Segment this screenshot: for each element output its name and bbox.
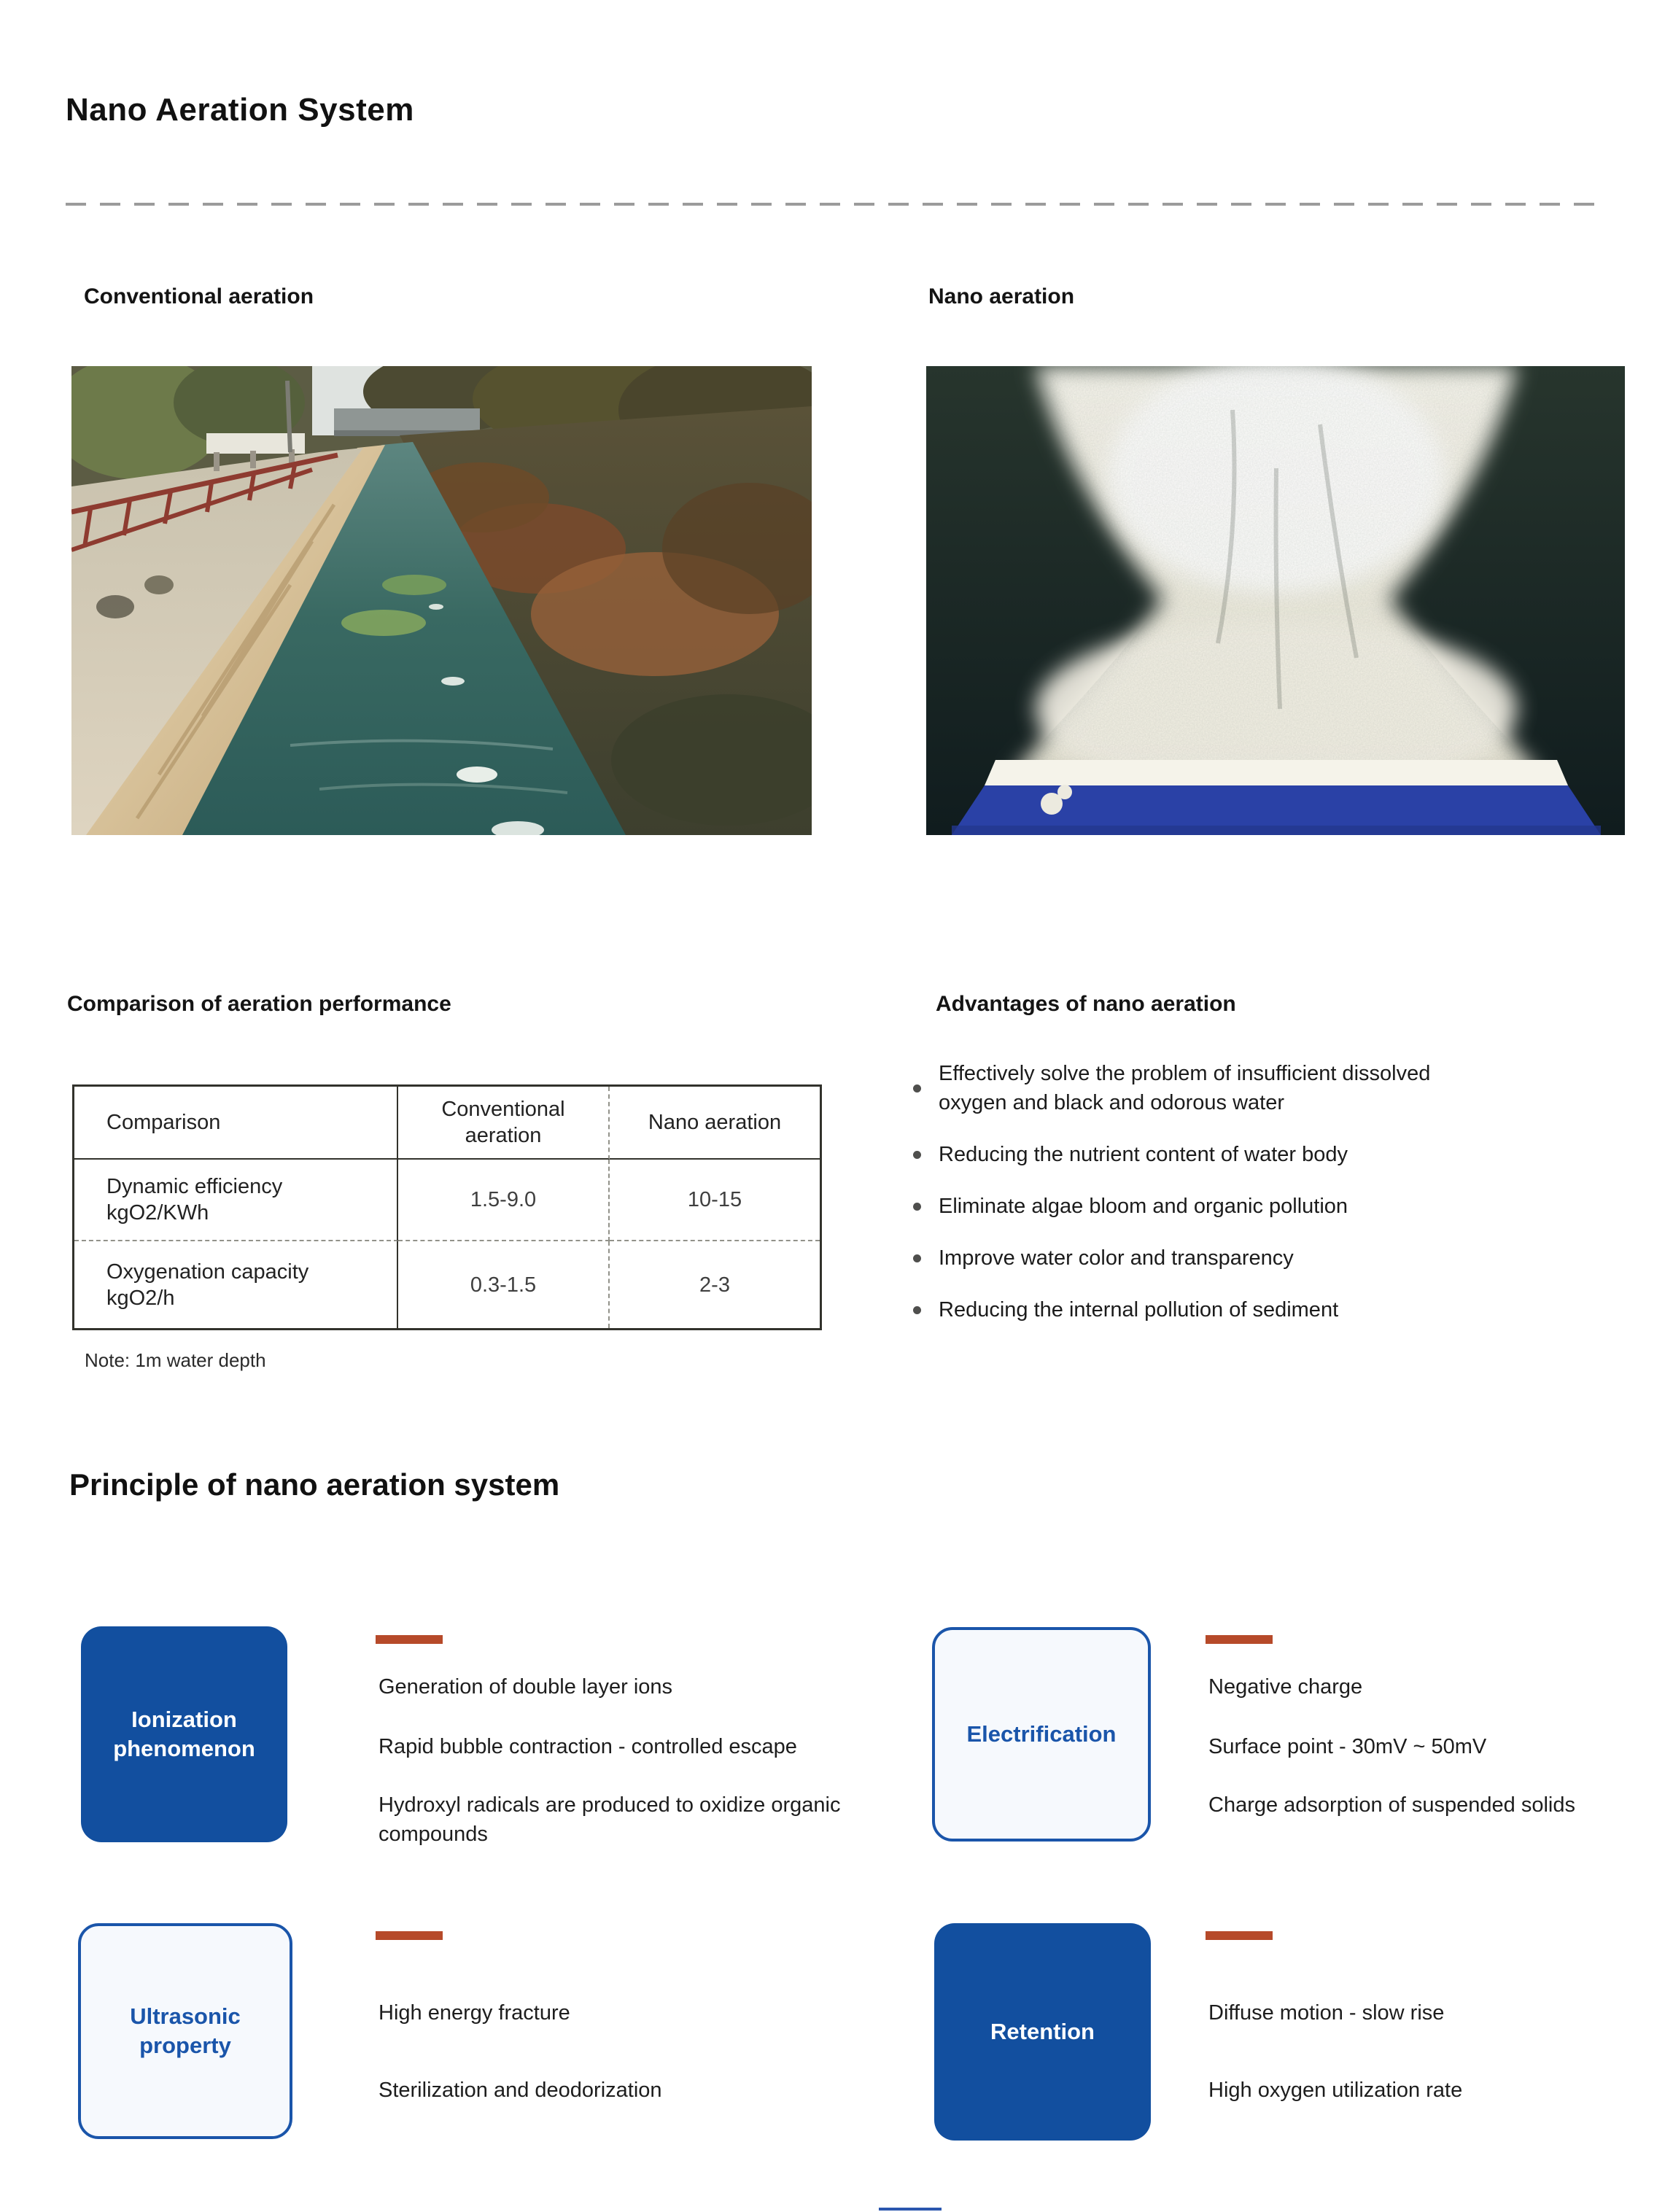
accent-dash-icon bbox=[376, 1635, 443, 1644]
bullet-dot-icon bbox=[913, 1306, 921, 1314]
bullet-dot-icon bbox=[913, 1151, 921, 1159]
dashed-separator bbox=[66, 203, 1608, 206]
principle-point: Sterilization and deodorization bbox=[379, 2079, 662, 2102]
advantage-item bbox=[913, 1192, 1482, 1221]
card-ultrasonic-property: Ultrasonic property bbox=[78, 1923, 292, 2139]
advantage-item bbox=[913, 1295, 1482, 1324]
river-canal-illustration bbox=[71, 366, 812, 835]
principle-point: Charge adsorption of suspended solids bbox=[1208, 1793, 1575, 1817]
table-row-label: Oxygenation capacity kgO2/h bbox=[74, 1241, 398, 1328]
principle-point: Surface point - 30mV ~ 50mV bbox=[1208, 1735, 1487, 1758]
table-header-conventional: Conventional aeration bbox=[398, 1087, 610, 1160]
label-nano-aeration: Nano aeration bbox=[928, 284, 1075, 308]
advantages-list bbox=[913, 1059, 1482, 1324]
table-row-label: Dynamic efficiency kgO2/KWh bbox=[74, 1160, 398, 1241]
principle-point: Rapid bubble contraction - controlled escape bbox=[379, 1735, 797, 1758]
nano-aeration-photo bbox=[926, 366, 1625, 835]
accent-dash-icon bbox=[376, 1931, 443, 1940]
accent-dash-icon bbox=[1206, 1635, 1273, 1644]
accent-dash-icon bbox=[1206, 1931, 1273, 1940]
advantages-heading: Advantages of nano aeration bbox=[936, 992, 1236, 1016]
table-cell-value: 2-3 bbox=[699, 1273, 730, 1297]
table-header-comparison: Comparison bbox=[74, 1087, 398, 1160]
conventional-aeration-photo bbox=[71, 366, 812, 835]
footer-mark bbox=[879, 2208, 942, 2211]
page-title: Nano Aeration System bbox=[66, 92, 414, 128]
principle-point: High oxygen utilization rate bbox=[1208, 2079, 1463, 2102]
principle-point: Diffuse motion - slow rise bbox=[1208, 2001, 1445, 2025]
bullet-dot-icon bbox=[913, 1203, 921, 1211]
principle-point: Hydroxyl radicals are produced to oxidize organic compounds bbox=[379, 1793, 841, 1846]
card-ionization-phenomenon: Ionization phenomenon bbox=[81, 1626, 287, 1842]
comparison-heading: Comparison of aeration performance bbox=[67, 992, 451, 1016]
principle-point: Negative charge bbox=[1208, 1675, 1363, 1699]
table-cell-value: 0.3-1.5 bbox=[398, 1241, 610, 1328]
advantage-text: Eliminate algae bloom and organic pollution bbox=[939, 1195, 1348, 1218]
card-retention: Retention bbox=[934, 1923, 1151, 2141]
advantage-text: Reducing the internal pollution of sediment bbox=[939, 1298, 1339, 1322]
principle-heading: Principle of nano aeration system bbox=[69, 1467, 560, 1502]
advantage-text: Reducing the nutrient content of water body bbox=[939, 1143, 1348, 1166]
table-cell-value: 10-15 bbox=[610, 1160, 820, 1241]
advantage-item bbox=[913, 1059, 1482, 1117]
principle-point: High energy fracture bbox=[379, 2001, 570, 2025]
table-note: Note: 1m water depth bbox=[85, 1349, 266, 1371]
bubble-plume-illustration bbox=[926, 366, 1625, 835]
principle-point: Generation of double layer ions bbox=[379, 1675, 673, 1699]
label-conventional-aeration: Conventional aeration bbox=[84, 284, 314, 308]
advantage-item bbox=[913, 1140, 1482, 1169]
advantage-text: Effectively solve the problem of insufficient dissolved oxygen and black and odorous water bbox=[939, 1062, 1431, 1114]
table-cell-value: 1.5-9.0 bbox=[398, 1160, 610, 1241]
advantage-text: Improve water color and transparency bbox=[939, 1246, 1294, 1270]
table-header-nano: Nano aeration bbox=[610, 1087, 820, 1160]
bullet-dot-icon bbox=[913, 1254, 921, 1262]
advantage-item bbox=[913, 1243, 1482, 1273]
bullet-dot-icon bbox=[913, 1084, 921, 1093]
card-electrification: Electrification bbox=[932, 1627, 1151, 1842]
comparison-table bbox=[72, 1084, 822, 1330]
